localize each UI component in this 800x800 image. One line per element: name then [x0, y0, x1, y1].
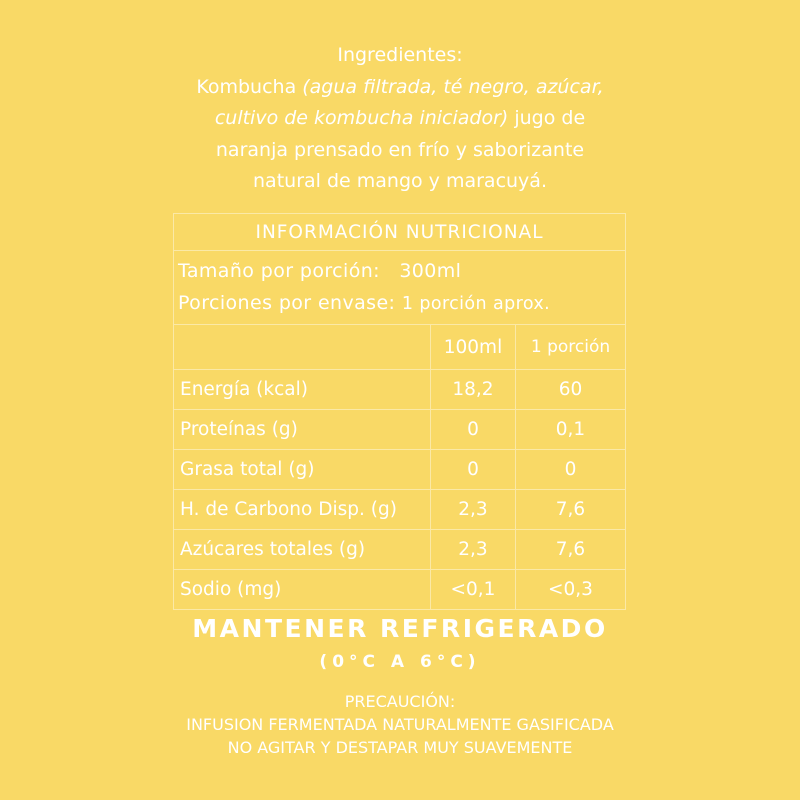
ingredients-text: Kombucha — [196, 75, 303, 98]
value-serving: 7,6 — [516, 490, 626, 530]
nutrition-table — [173, 213, 626, 610]
table-row — [174, 370, 626, 410]
value-100ml: 2,3 — [431, 530, 516, 570]
value-serving: <0,3 — [516, 570, 626, 610]
value-100ml: <0,1 — [431, 570, 516, 610]
ingredients-text-italic: (agua filtrada, té negro, azúcar, — [302, 75, 604, 98]
value-serving: 7,6 — [516, 530, 626, 570]
nutrition-title: INFORMACIÓN NUTRICIONAL — [174, 214, 626, 251]
table-row — [174, 410, 626, 450]
nutrient-name: Proteínas (g) — [174, 410, 431, 450]
value-serving: 0,1 — [516, 410, 626, 450]
storage-title: MANTENER REFRIGERADO — [192, 614, 608, 643]
servings-value: 1 porción aprox. — [401, 294, 551, 314]
serving-info — [174, 251, 626, 325]
nutrient-name: Sodio (mg) — [174, 570, 431, 610]
storage-temperature: (0°C A 6°C) — [319, 652, 481, 672]
ingredients-title: Ingredientes: — [337, 44, 463, 66]
serving-size-label: Tamaño por porción: — [178, 260, 380, 282]
caution-line-2: NO AGITAR Y DESTAPAR MUY SUAVEMENTE — [227, 738, 573, 757]
ingredients-block — [0, 40, 800, 198]
ingredients-line-1 — [0, 72, 800, 104]
table-row — [174, 490, 626, 530]
value-100ml: 2,3 — [431, 490, 516, 530]
caution-block — [0, 690, 800, 759]
nutrient-name: Azúcares totales (g) — [174, 530, 431, 570]
ingredients-line-2 — [0, 103, 800, 135]
table-row — [174, 530, 626, 570]
nutrient-name: Energía (kcal) — [174, 370, 431, 410]
servings-label: Porciones por envase: — [178, 292, 396, 314]
nutrient-name: Grasa total (g) — [174, 450, 431, 490]
ingredients-text: jugo de — [508, 107, 586, 129]
nutrient-name: H. de Carbono Disp. (g) — [174, 490, 431, 530]
ingredients-text-italic: cultivo de kombucha iniciador) — [214, 107, 509, 129]
ingredients-line-3: naranja prensado en frío y saborizante — [215, 138, 585, 161]
caution-line-1: INFUSION FERMENTADA NATURALMENTE GASIFICADA — [186, 715, 614, 734]
table-row — [174, 570, 626, 610]
column-header-empty — [174, 325, 431, 370]
value-serving: 60 — [516, 370, 626, 410]
value-100ml: 0 — [431, 450, 516, 490]
caution-title: PRECAUCIÓN: — [344, 692, 456, 711]
table-row — [174, 450, 626, 490]
column-header-serving: 1 porción — [516, 325, 626, 370]
column-header-100ml: 100ml — [431, 325, 516, 370]
value-100ml: 18,2 — [431, 370, 516, 410]
value-serving: 0 — [516, 450, 626, 490]
serving-size-value: 300ml — [399, 260, 462, 282]
value-100ml: 0 — [431, 410, 516, 450]
ingredients-line-4: natural de mango y maracuyá. — [253, 170, 547, 192]
